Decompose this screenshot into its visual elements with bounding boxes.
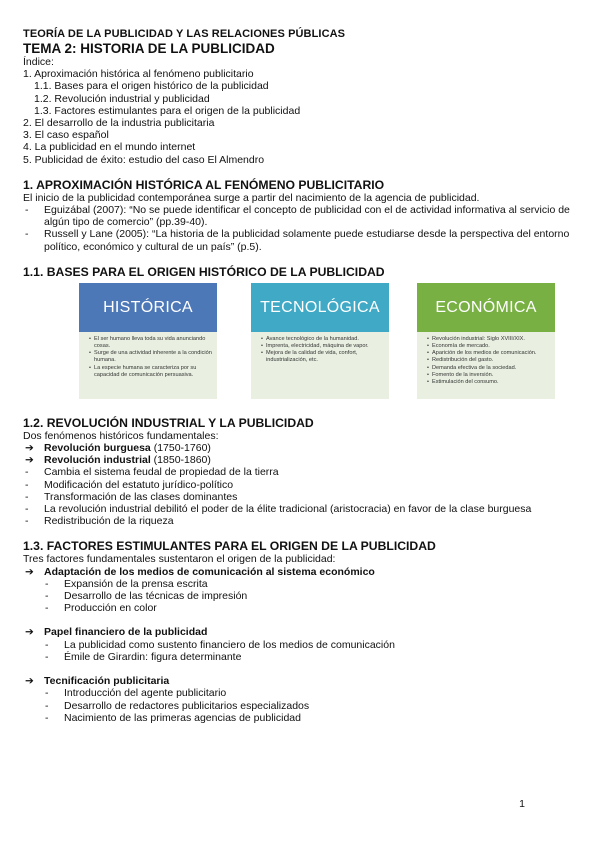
arrow-icon: ➔ [25, 442, 34, 455]
card-economica [417, 283, 555, 399]
card-bullet: • Demanda efectiva de la sociedad. [427, 365, 551, 372]
index-list [23, 68, 583, 166]
page-number: 1 [519, 798, 525, 810]
topic-title: TEMA 2: HISTORIA DE LA PUBLICIDAD [23, 41, 275, 56]
card-title: TECNOLÓGICA [251, 283, 389, 332]
dash-item: - Redistribución de la riqueza [23, 515, 583, 527]
card-title: HISTÓRICA [79, 283, 217, 332]
index-item: 5. Publicidad de éxito: estudio del caso El Almendro [23, 153, 265, 166]
document-page [23, 28, 583, 724]
dash-item: - Transformación de las clases dominantes [23, 491, 583, 503]
index-item: 1. Aproximación histórica al fenómeno publicitario [23, 68, 254, 81]
arrow-icon: ➔ [25, 675, 34, 688]
quote-item: - Russell y Lane (2005): “La historia de la publicidad solamente puede estudiarse desde la perspectiva del entorno político, económico y cultural de un país” (p.5). [23, 228, 583, 252]
arrow-item: ➔ Revolución industrial (1850-1860) [25, 454, 211, 467]
arrow-icon: ➔ [25, 454, 34, 467]
card-bullet: • Economía de mercado. [427, 343, 551, 350]
factor-heading: ➔ Papel financiero de la publicidad [25, 626, 208, 639]
card-bullet: • Surge de una actividad inherente a la condición humana. [89, 350, 213, 364]
index-item: 3. El caso español [23, 129, 109, 142]
card-bullet: • Fomento de la inversión. [427, 372, 551, 379]
factor-item: - La publicidad como sustento financiero de los medios de comunicación [23, 639, 583, 651]
factor-heading: ➔ Adaptación de los medios de comunicación al sistema económico [25, 565, 375, 578]
card-historica [79, 283, 217, 399]
index-label: Índice: [23, 56, 54, 68]
factor-item: - Émile de Girardin: figura determinante [23, 651, 583, 663]
factor-item: - Producción en color [23, 602, 583, 614]
index-item: 1.3. Factores estimulantes para el origen de la publicidad [34, 104, 301, 117]
dash-item: - Modificación del estatuto jurídico-político [23, 479, 583, 491]
bases-diagram [23, 283, 583, 408]
factor-item: - Expansión de la prensa escrita [23, 578, 583, 590]
arrow-icon: ➔ [25, 565, 34, 578]
card-bullet: • Avance tecnológico de la humanidad. [261, 336, 385, 343]
section-1-3-heading: 1.3. FACTORES ESTIMULANTES PARA EL ORIGEN DE LA PUBLICIDAD [23, 539, 436, 554]
card-bullet: • Estimulación del consumo. [427, 379, 551, 386]
card-title: ECONÓMICA [417, 283, 555, 332]
card-bullet: • Imprenta, electricidad, máquina de vapor. [261, 343, 385, 350]
index-item: 4. La publicidad en el mundo internet [23, 141, 196, 154]
section-1-2-heading: 1.2. REVOLUCIÓN INDUSTRIAL Y LA PUBLICIDAD [23, 415, 314, 430]
quote-item: - Eguizábal (2007): “No se puede identificar el concepto de publicidad con el de actividad informativa al servicio de algún tipo de comercio” (pp.39-40). [23, 204, 583, 228]
factor-item: - Desarrollo de redactores publicitarios especializados [23, 700, 583, 712]
section-1-3-intro: Tres factores fundamentales sustentaron el origen de la publicidad: [23, 553, 336, 566]
dash-item: - Cambia el sistema feudal de propiedad de la tierra [23, 466, 583, 478]
card-bullet: • Redistribución del gasto. [427, 357, 551, 364]
card-bullet: • Aparición de los medios de comunicación. [427, 350, 551, 357]
section-1-intro: El inicio de la publicidad contemporánea surge a partir del nacimiento de la agencia de publicidad. [23, 191, 480, 204]
card-bullet: • La especie humana se caracteriza por su capacidad de comunicación persuasiva. [89, 365, 213, 379]
index-item: 2. El desarrollo de la industria publicitaria [23, 117, 215, 130]
factor-item: - Desarrollo de las técnicas de impresión [23, 590, 583, 602]
factor-item: - Introducción del agente publicitario [23, 687, 583, 699]
course-title: TEORÍA DE LA PUBLICIDAD Y LAS RELACIONES PÚBLICAS [23, 28, 346, 40]
index-item: 1.2. Revolución industrial y publicidad [34, 92, 210, 105]
arrow-item: ➔ Revolución burguesa (1750-1760) [25, 442, 211, 455]
index-item: 1.1. Bases para el origen histórico de la publicidad [34, 80, 269, 93]
factor-heading: ➔ Tecnificación publicitaria [25, 675, 170, 688]
arrow-icon: ➔ [25, 626, 34, 639]
card-bullet: • Revolución industrial: Siglo XVIII/XIX. [427, 336, 551, 343]
section-1-1-heading: 1.1. BASES PARA EL ORIGEN HISTÓRICO DE LA PUBLICIDAD [23, 264, 385, 279]
card-tecnologica [251, 283, 389, 399]
section-1-heading: 1. APROXIMACIÓN HISTÓRICA AL FENÓMENO PUBLICITARIO [23, 177, 385, 192]
factor-item: - Nacimiento de las primeras agencias de publicidad [23, 712, 583, 724]
dash-item: - La revolución industrial debilitó el poder de la élite tradicional (aristocracia) en favor de la clase burguesa [23, 503, 583, 515]
card-bullet: • Mejora de la calidad de vida, confort, industrialización, etc. [261, 350, 385, 364]
section-1-2-intro: Dos fenómenos históricos fundamentales: [23, 429, 219, 442]
card-bullet: • El ser humano lleva toda su vida anunciando cosas. [89, 336, 213, 350]
